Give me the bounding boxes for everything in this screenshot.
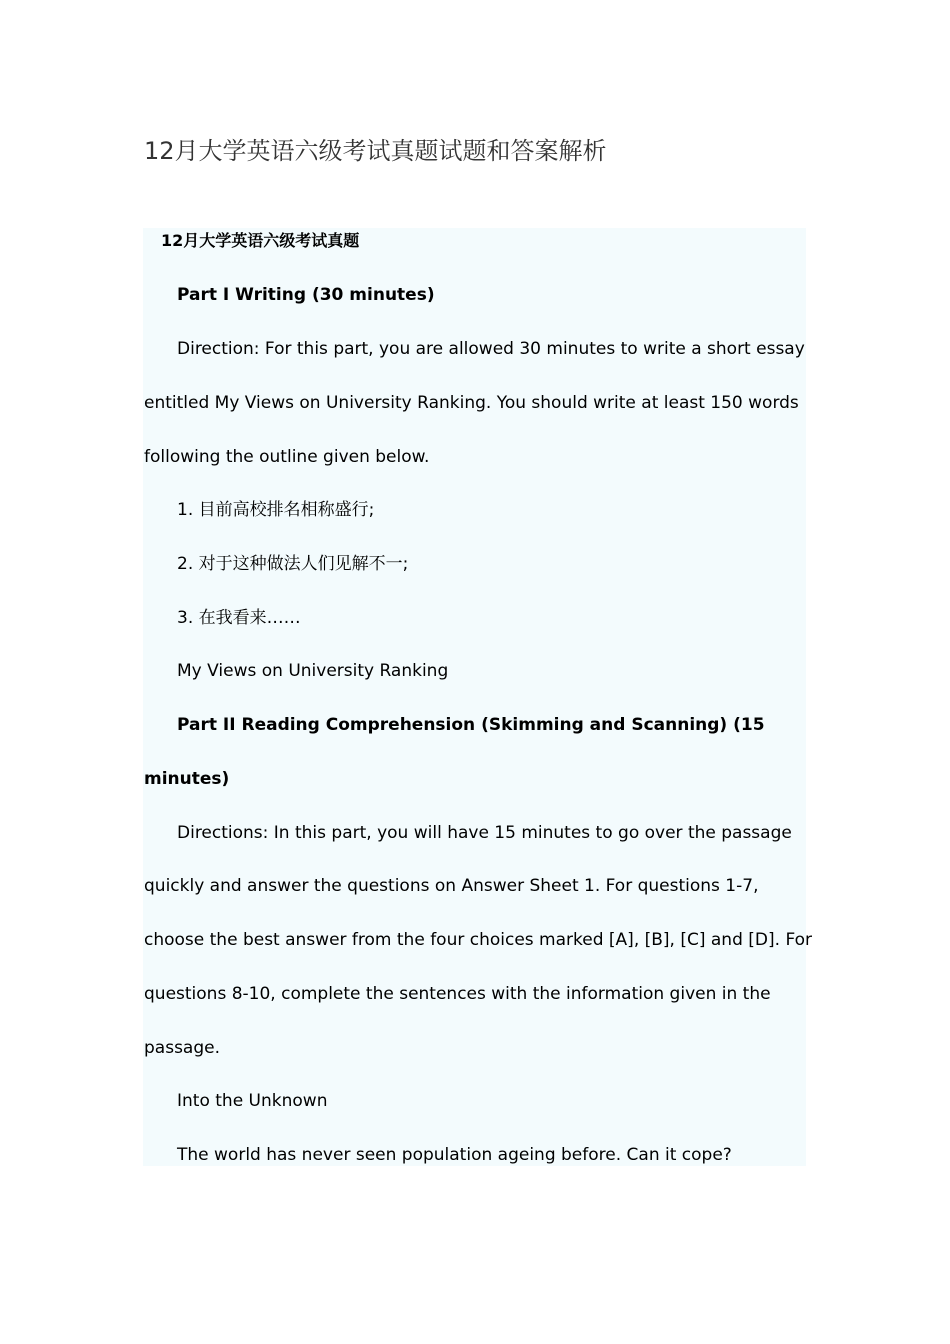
part2-title-continued: minutes) — [144, 769, 230, 789]
part1-direction-line: Direction: For this part, you are allowed 30 minutes to write a short essay — [177, 339, 805, 359]
passage-title: Into the Unknown — [177, 1091, 328, 1111]
content-panel — [143, 228, 806, 1166]
part2-directions-line: passage. — [144, 1038, 220, 1058]
part2-directions-line: questions 8-10, complete the sentences with the information given in the — [144, 984, 771, 1004]
part1-direction-line: following the outline given below. — [144, 447, 430, 467]
passage-subtitle: The world has never seen population ageing before. Can it cope? — [177, 1145, 732, 1165]
part1-direction-line: entitled My Views on University Ranking. You should write at least 150 words — [144, 393, 799, 413]
part2-directions-line: Directions: In this part, you will have 15 minutes to go over the passage — [177, 823, 792, 843]
part2-directions-line: choose the best answer from the four choices marked [A], [B], [C] and [D]. For — [144, 930, 813, 950]
exam-heading: 12月大学英语六级考试真题 — [161, 231, 360, 250]
essay-title: My Views on University Ranking — [177, 661, 449, 681]
outline-item: 2. 对于这种做法人们见解不一; — [177, 554, 409, 574]
part2-directions-line: quickly and answer the questions on Answer Sheet 1. For questions 1-7, — [144, 876, 759, 896]
part1-title: Part I Writing (30 minutes) — [177, 285, 435, 305]
part2-title: Part II Reading Comprehension (Skimming and Scanning) (15 — [177, 715, 765, 735]
outline-item: 1. 目前高校排名相称盛行; — [177, 500, 375, 520]
document-title: 12月大学英语六级考试真题试题和答案解析 — [144, 137, 607, 165]
outline-item: 3. 在我看来…… — [177, 608, 301, 628]
